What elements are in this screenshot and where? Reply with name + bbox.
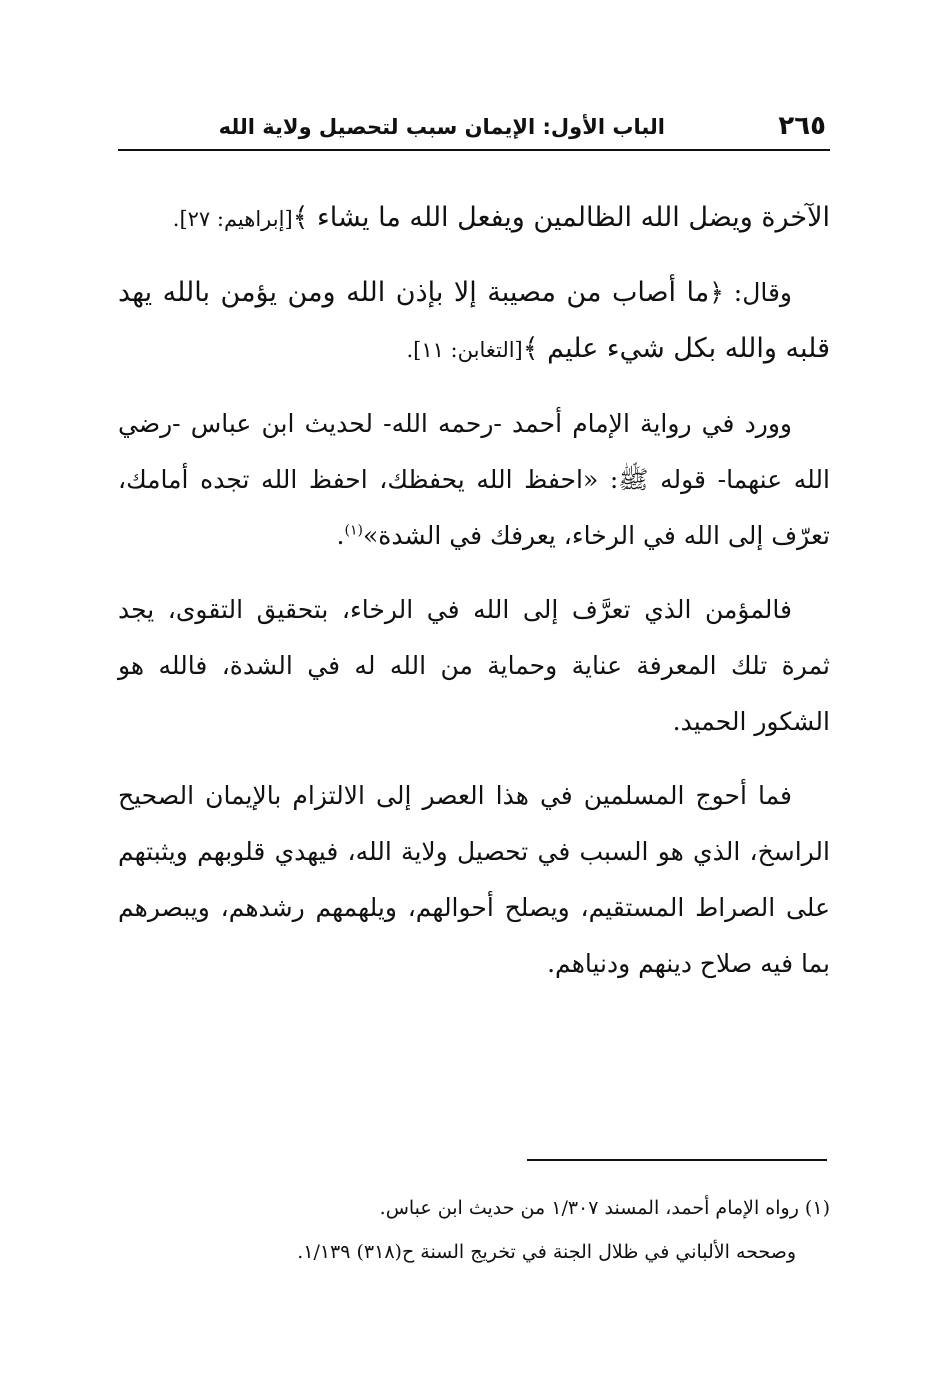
footnote-separator — [527, 1159, 827, 1161]
verse-reference: [إبراهيم: ٢٧]. — [172, 207, 293, 231]
running-title: الباب الأول: الإيمان سبب لتحصيل ولاية الله — [218, 115, 665, 139]
intro-text: وقال: ﴿ — [709, 278, 793, 307]
paragraph-text: فما أحوج المسلمين في هذا العصر إلى الالتزام بالإيمان الصحيح الراسخ، الذي هو السبب في تحصيل ولاية الله، فيهدي قلوبهم ويثبتهم على الصراط المستقيم، ويصلح أحوالهم، ويلهمهم رشدهم، ويبصرهم بما فيه صلاح دينهم ودنياهم. — [118, 781, 830, 978]
paragraph-believer — [118, 582, 830, 750]
main-text — [118, 190, 830, 992]
paragraph-verse-taghabun — [118, 265, 830, 378]
header-rule — [118, 149, 830, 151]
footnote-1: (١) رواه الإمام أحمد، المسند ١/٣٠٧ من حديث ابن عباس. — [379, 1197, 830, 1219]
paragraph-text: فالمؤمن الذي تعرَّف إلى الله في الرخاء، بتحقيق التقوى، يجد ثمرة تلك المعرفة عناية وحماية من الله له في الشدة، فالله هو الشكور الحميد. — [118, 595, 830, 736]
sentence-end: . — [336, 521, 345, 550]
quran-verse: الآخرة ويضل الله الظالمين ويفعل الله ما يشاء ﴾ — [292, 202, 830, 233]
page-number: ٢٦٥ — [778, 111, 826, 141]
verse-reference: [التغابن: ١١]. — [406, 338, 523, 362]
paragraph-hadith — [118, 396, 830, 564]
footnotes — [118, 1186, 830, 1274]
footnote-1-continuation: وصححه الألباني في ظلال الجنة في تخريج السنة ح(٣١٨) ١/١٣٩. — [297, 1241, 796, 1263]
paragraph-verse-ibrahim — [118, 190, 830, 247]
footnote-marker: (١) — [344, 522, 363, 539]
hadith-text: وورد في رواية الإمام أحمد -رحمه الله- لحديث ابن عباس -رضي الله عنهما- قوله ﷺ: «احفظ الله يحفظك، احفظ الله تجده أمامك، تعرّف إلى الله في الرخاء، يعرفك في الشدة» — [118, 409, 830, 550]
paragraph-conclusion — [118, 768, 830, 992]
page-header — [118, 108, 830, 148]
quran-verse: ما أصاب من مصيبة إلا بإذن الله ومن يؤمن بالله يهد قلبه والله بكل شيء عليم ﴾ — [118, 277, 830, 364]
